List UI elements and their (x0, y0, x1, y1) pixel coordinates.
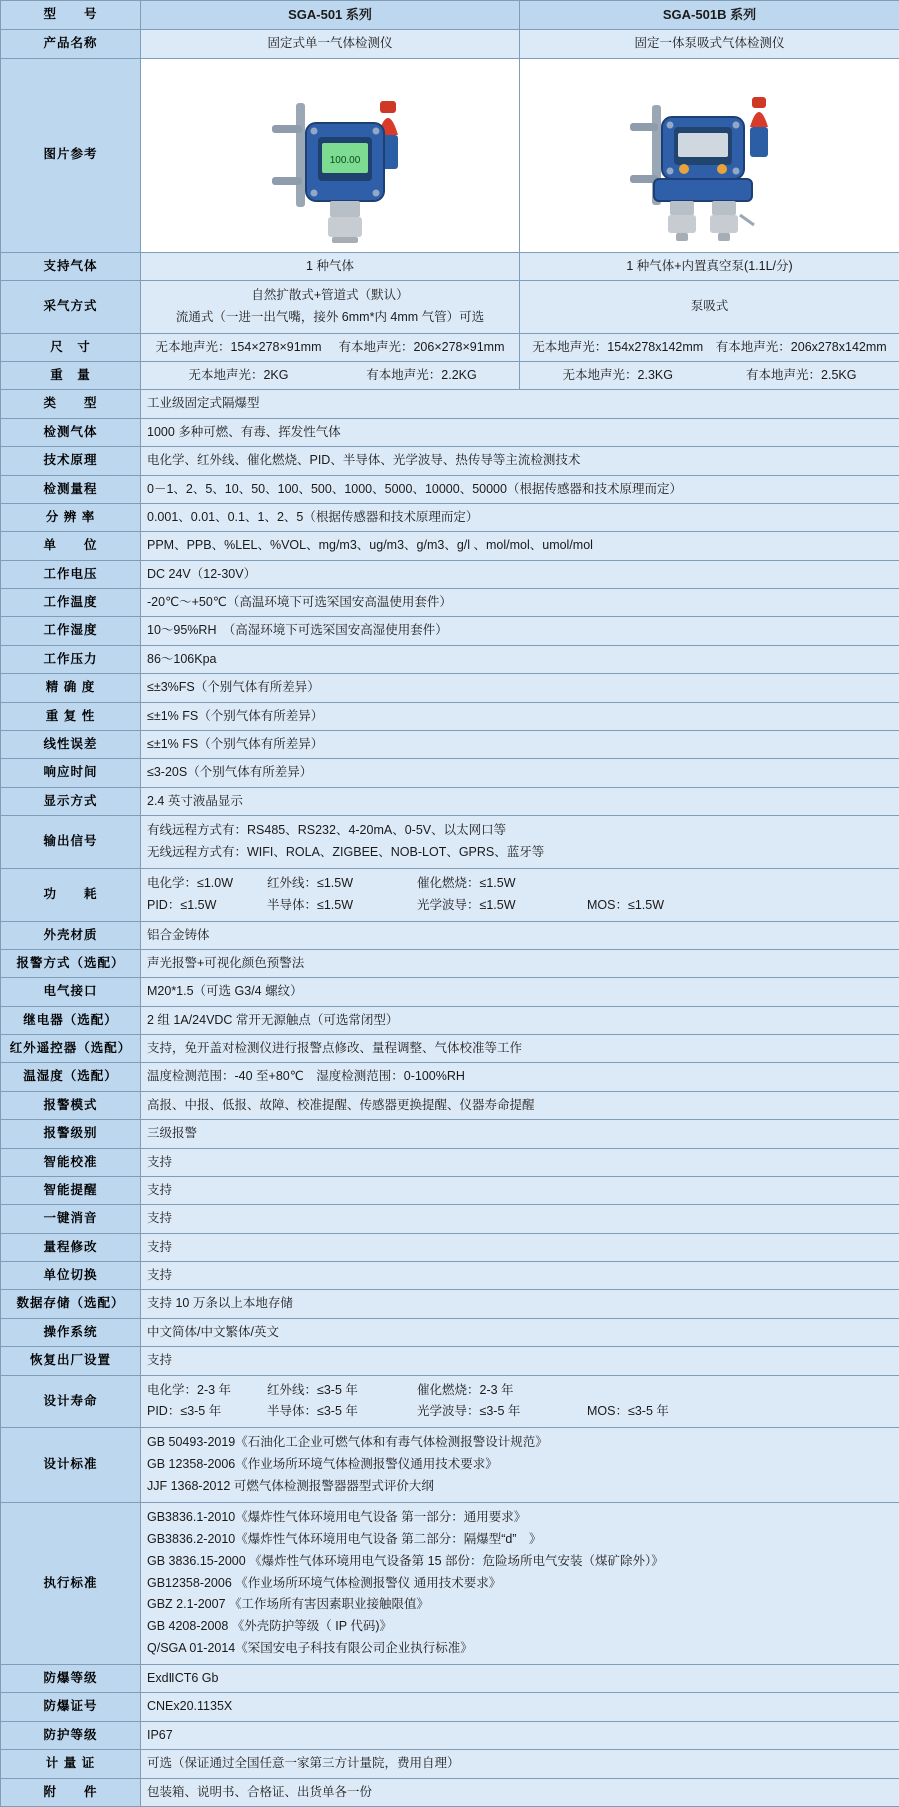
table-row-output-signal (1, 816, 899, 869)
principle-value: 电化学、红外线、催化燃烧、PID、半导体、光学波导、热传导等主流检测技术 (141, 447, 899, 475)
table-row-mute (1, 1205, 899, 1233)
table-row-alarm-method (1, 949, 899, 977)
table-row-alarm-modes (1, 1091, 899, 1119)
power-row-1 (147, 873, 893, 895)
table-row-product-name (1, 30, 899, 58)
device-image-col2 (520, 58, 899, 252)
smart-calibration-value: 支持 (141, 1148, 899, 1176)
table-row-shell-material (1, 921, 899, 949)
table-row-linearity (1, 730, 899, 758)
table-row-humidity (1, 617, 899, 645)
accessories-value: 包装箱、说明书、合格证、出货单各一份 (141, 1778, 899, 1806)
row-label: 外壳材质 (1, 921, 141, 949)
header-col1: SGA-501 系列 (141, 1, 520, 30)
electrical-interface-value: M20*1.5（可选 G3/4 螺纹） (141, 978, 899, 1006)
factory-reset-value: 支持 (141, 1347, 899, 1375)
table-row-execution-standard (1, 1502, 899, 1664)
table-row-design-standard (1, 1428, 899, 1503)
table-row-operating-system (1, 1318, 899, 1346)
linearity-value: ≤±1% FS（个别气体有所差异） (141, 730, 899, 758)
row-label: 图片参考 (1, 58, 141, 252)
power-mos: MOS：≤1.5W (587, 895, 664, 917)
alarm-level-value: 三级报警 (141, 1120, 899, 1148)
alarm-modes-value: 高报、中报、低报、故障、校准提醒、传感器更换提醒、仪器寿命提醒 (141, 1091, 899, 1119)
power-optical: 光学波导：≤1.5W (417, 895, 587, 917)
execution-standard-line: GB 3836.15-2000 《爆炸性气体环境用电气设备第 15 部份：危险场所电气安装（煤矿除外）》 (147, 1551, 893, 1573)
table-row-electrical-interface (1, 978, 899, 1006)
output-signal-value (141, 816, 899, 869)
life-row-1 (147, 1380, 893, 1402)
relay-value: 2 组 1A/24VDC 常开无源触点（可选常闭型） (141, 1006, 899, 1034)
table-row-image-reference (1, 58, 899, 252)
weight-col2-a: 无本地声光：2.3KG (526, 366, 710, 385)
unit-switch-value: 支持 (141, 1262, 899, 1290)
life-electrochemical: 电化学：2-3 年 (147, 1380, 267, 1402)
design-standard-line: GB 50493-2019《石油化工企业可燃气体和有毒气体检测报警设计规范》 (147, 1432, 893, 1454)
row-label: 显示方式 (1, 787, 141, 815)
table-row-accuracy (1, 674, 899, 702)
table-row-pressure (1, 645, 899, 673)
unit-value: PPM、PPB、%LEL、%VOL、mg/m3、ug/m3、g/m3、g/l 、mol/mol、umol/mol (141, 532, 899, 560)
row-label: 防护等级 (1, 1721, 141, 1749)
table-row-response-time (1, 759, 899, 787)
table-row-detect-gas (1, 418, 899, 446)
row-label: 检测气体 (1, 418, 141, 446)
table-row-size (1, 333, 899, 361)
row-label: 执行标准 (1, 1502, 141, 1664)
row-label: 设计标准 (1, 1428, 141, 1503)
row-label: 计 量 证 (1, 1750, 141, 1778)
device-illustration-sga501 (147, 63, 513, 248)
sampling-col1-line2: 流通式（一进一出气嘴，接外 6mm*内 4mm 气管）可选 (147, 307, 513, 329)
row-label: 操作系统 (1, 1318, 141, 1346)
row-label: 功 耗 (1, 868, 141, 921)
remote-control-value: 支持，免开盖对检测仪进行报警点修改、量程调整、气体校准等工作 (141, 1035, 899, 1063)
row-label: 工作温度 (1, 589, 141, 617)
row-label: 采气方式 (1, 280, 141, 333)
size-col2 (520, 333, 899, 361)
humidity-value: 10～95%RH （高湿环境下可选罙国安高湿使用套件） (141, 617, 899, 645)
row-label: 产品名称 (1, 30, 141, 58)
row-label: 设计寿命 (1, 1375, 141, 1428)
gas-detector-icon (210, 65, 450, 245)
life-catalytic: 催化燃烧：2-3 年 (417, 1380, 587, 1402)
pump-gas-detector-icon (590, 65, 830, 245)
repeatability-value: ≤±1% FS（个别气体有所差异） (141, 702, 899, 730)
table-row-principle (1, 447, 899, 475)
range-value: 0－1、2、5、10、50、100、500、1000、5000、10000、50000（根据传感器和技术原理而定） (141, 475, 899, 503)
power-value (141, 868, 899, 921)
row-label: 工作压力 (1, 645, 141, 673)
table-row-repeatability (1, 702, 899, 730)
execution-standard-line: GB3836.1-2010《爆炸性气体环境用电气设备 第一部分：通用要求》 (147, 1507, 893, 1529)
table-row-data-storage (1, 1290, 899, 1318)
design-standard-line: GB 12358-2006《作业场所环境气体检测报警仪通用技术要求》 (147, 1454, 893, 1476)
table-row-smart-reminder (1, 1176, 899, 1204)
row-label: 恢复出厂设置 (1, 1347, 141, 1375)
ip-level-value: IP67 (141, 1721, 899, 1749)
row-label: 工作湿度 (1, 617, 141, 645)
row-label: 量程修改 (1, 1233, 141, 1261)
execution-standard-line: GB 4208-2008 《外壳防护等级（ IP 代码)》 (147, 1616, 893, 1638)
device-image-col1 (141, 58, 520, 252)
row-label: 支持气体 (1, 252, 141, 280)
execution-standard-line: GB12358-2006 《作业场所环境气体检测报警仪 通用技术要求》 (147, 1573, 893, 1595)
table-row-relay (1, 1006, 899, 1034)
size-col2-a: 无本地声光：154x278x142mm (526, 338, 710, 357)
header-label: 型 号 (1, 1, 141, 30)
supported-gas-col1: 1 种气体 (141, 252, 520, 280)
row-label: 重 复 性 (1, 702, 141, 730)
row-label: 报警方式（选配） (1, 949, 141, 977)
table-row-temp-humidity-option (1, 1063, 899, 1091)
row-label: 精 确 度 (1, 674, 141, 702)
life-infrared: 红外线：≤3-5 年 (267, 1380, 417, 1402)
table-row-explosion-proof-level (1, 1665, 899, 1693)
table-row-unit (1, 532, 899, 560)
product-name-col1: 固定式单一气体检测仪 (141, 30, 520, 58)
design-life-value (141, 1375, 899, 1428)
product-name-col2: 固定一体泵吸式气体检测仪 (520, 30, 899, 58)
design-standard-line: JJF 1368-2012 可燃气体检测报警器器型式评价大纲 (147, 1476, 893, 1498)
table-row-range (1, 475, 899, 503)
detect-gas-value: 1000 多种可燃、有毒、挥发性气体 (141, 418, 899, 446)
life-optical: 光学波导：≤3-5 年 (417, 1401, 587, 1423)
size-col2-b: 有本地声光：206x278x142mm (710, 338, 894, 357)
table-row-factory-reset (1, 1347, 899, 1375)
table-row-remote-control (1, 1035, 899, 1063)
weight-col2-b: 有本地声光：2.5KG (710, 366, 894, 385)
table-row-voltage (1, 560, 899, 588)
execution-standard-value (141, 1502, 899, 1664)
table-row-unit-switch (1, 1262, 899, 1290)
row-label: 分 辨 率 (1, 503, 141, 531)
power-semiconductor: 半导体：≤1.5W (267, 895, 417, 917)
row-label: 防爆证号 (1, 1693, 141, 1721)
execution-standard-line: GBZ 2.1-2007 《工作场所有害因素职业接触限值》 (147, 1594, 893, 1616)
execution-standard-line: Q/SGA 01-2014《罙国安电子科技有限公司企业执行标准》 (147, 1638, 893, 1660)
power-catalytic: 催化燃烧：≤1.5W (417, 873, 587, 895)
table-row-metering-certificate (1, 1750, 899, 1778)
output-wired: 有线远程方式有：RS485、RS232、4-20mA、0-5V、以太网口等 (147, 820, 893, 842)
row-label: 技术原理 (1, 447, 141, 475)
table-row-ip-level (1, 1721, 899, 1749)
row-label: 继电器（选配） (1, 1006, 141, 1034)
table-row-alarm-level (1, 1120, 899, 1148)
svg-text:100.00: 100.00 (330, 155, 361, 166)
row-label: 检测量程 (1, 475, 141, 503)
metering-certificate-value: 可选（保证通过全国任意一家第三方计量院，费用自理） (141, 1750, 899, 1778)
smart-reminder-value: 支持 (141, 1176, 899, 1204)
power-infrared: 红外线：≤1.5W (267, 873, 417, 895)
life-row-2 (147, 1401, 893, 1423)
response-time-value: ≤3-20S（个别气体有所差异） (141, 759, 899, 787)
table-row-weight (1, 362, 899, 390)
row-label: 类 型 (1, 390, 141, 418)
mute-value: 支持 (141, 1205, 899, 1233)
row-label: 线性误差 (1, 730, 141, 758)
table-row-smart-calibration (1, 1148, 899, 1176)
range-modification-value: 支持 (141, 1233, 899, 1261)
sampling-col2: 泵吸式 (520, 280, 899, 333)
table-row-resolution (1, 503, 899, 531)
row-label: 响应时间 (1, 759, 141, 787)
life-mos: MOS：≤3-5 年 (587, 1401, 669, 1423)
size-col1-a: 无本地声光：154×278×91mm (147, 338, 330, 357)
row-label: 附 件 (1, 1778, 141, 1806)
row-label: 输出信号 (1, 816, 141, 869)
row-label: 数据存储（选配） (1, 1290, 141, 1318)
header-col2: SGA-501B 系列 (520, 1, 899, 30)
table-row-supported-gas (1, 252, 899, 280)
output-wireless: 无线远程方式有：WIFI、ROLA、ZIGBEE、NOB-LOT、GPRS、蓝牙等 (147, 842, 893, 864)
weight-col1 (141, 362, 520, 390)
row-label: 智能校准 (1, 1148, 141, 1176)
table-row-explosion-proof-cert (1, 1693, 899, 1721)
supported-gas-col2: 1 种气体+内置真空泵(1.1L/分) (520, 252, 899, 280)
temperature-value: -20℃～+50℃（高温环境下可选罙国安高温使用套件） (141, 589, 899, 617)
table-row-accessories (1, 1778, 899, 1806)
design-standard-value (141, 1428, 899, 1503)
table-row-range-modification (1, 1233, 899, 1261)
table-row-design-life (1, 1375, 899, 1428)
row-label: 尺 寸 (1, 333, 141, 361)
row-label: 报警级别 (1, 1120, 141, 1148)
shell-material-value: 铝合金铸体 (141, 921, 899, 949)
explosion-proof-level-value: ExdⅡCT6 Gb (141, 1665, 899, 1693)
table-row-type (1, 390, 899, 418)
size-col1-b: 有本地声光：206×278×91mm (330, 338, 513, 357)
accuracy-value: ≤±3%FS（个别气体有所差异） (141, 674, 899, 702)
device-illustration-sga501b (526, 63, 893, 248)
type-value: 工业级固定式隔爆型 (141, 390, 899, 418)
weight-col1-b: 有本地声光：2.2KG (330, 366, 513, 385)
table-row-temperature (1, 589, 899, 617)
life-semiconductor: 半导体：≤3-5 年 (267, 1401, 417, 1423)
power-row-2 (147, 895, 893, 917)
voltage-value: DC 24V（12-30V） (141, 560, 899, 588)
life-pid: PID：≤3-5 年 (147, 1401, 267, 1423)
row-label: 智能提醒 (1, 1176, 141, 1204)
row-label: 电气接口 (1, 978, 141, 1006)
row-label: 重 量 (1, 362, 141, 390)
row-label: 防爆等级 (1, 1665, 141, 1693)
resolution-value: 0.001、0.01、0.1、1、2、5（根据传感器和技术原理而定） (141, 503, 899, 531)
row-label: 报警模式 (1, 1091, 141, 1119)
temp-humidity-option-value: 温度检测范围：-40 至+80℃ 湿度检测范围：0-100%RH (141, 1063, 899, 1091)
operating-system-value: 中文简体/中文繁体/英文 (141, 1318, 899, 1346)
row-label: 温湿度（选配） (1, 1063, 141, 1091)
sampling-col1-line1: 自然扩散式+管道式（默认） (147, 285, 513, 307)
row-label: 红外遥控器（选配） (1, 1035, 141, 1063)
weight-col2 (520, 362, 899, 390)
power-electrochemical: 电化学：≤1.0W (147, 873, 267, 895)
row-label: 单 位 (1, 532, 141, 560)
table-row-sampling-method (1, 280, 899, 333)
explosion-proof-cert-value: CNEx20.1135X (141, 1693, 899, 1721)
pressure-value: 86～106Kpa (141, 645, 899, 673)
sampling-col1 (141, 280, 520, 333)
data-storage-value: 支持 10 万条以上本地存储 (141, 1290, 899, 1318)
row-label: 一键消音 (1, 1205, 141, 1233)
row-label: 工作电压 (1, 560, 141, 588)
execution-standard-line: GB3836.2-2010《爆炸性气体环境用电气设备 第二部分：隔爆型“d” 》 (147, 1529, 893, 1551)
weight-col1-a: 无本地声光：2KG (147, 366, 330, 385)
size-col1 (141, 333, 520, 361)
table-row-header (1, 1, 899, 30)
table-row-display (1, 787, 899, 815)
row-label: 单位切换 (1, 1262, 141, 1290)
alarm-method-value: 声光报警+可视化颜色预警法 (141, 949, 899, 977)
power-pid: PID：≤1.5W (147, 895, 267, 917)
table-row-power (1, 868, 899, 921)
display-value: 2.4 英寸液晶显示 (141, 787, 899, 815)
